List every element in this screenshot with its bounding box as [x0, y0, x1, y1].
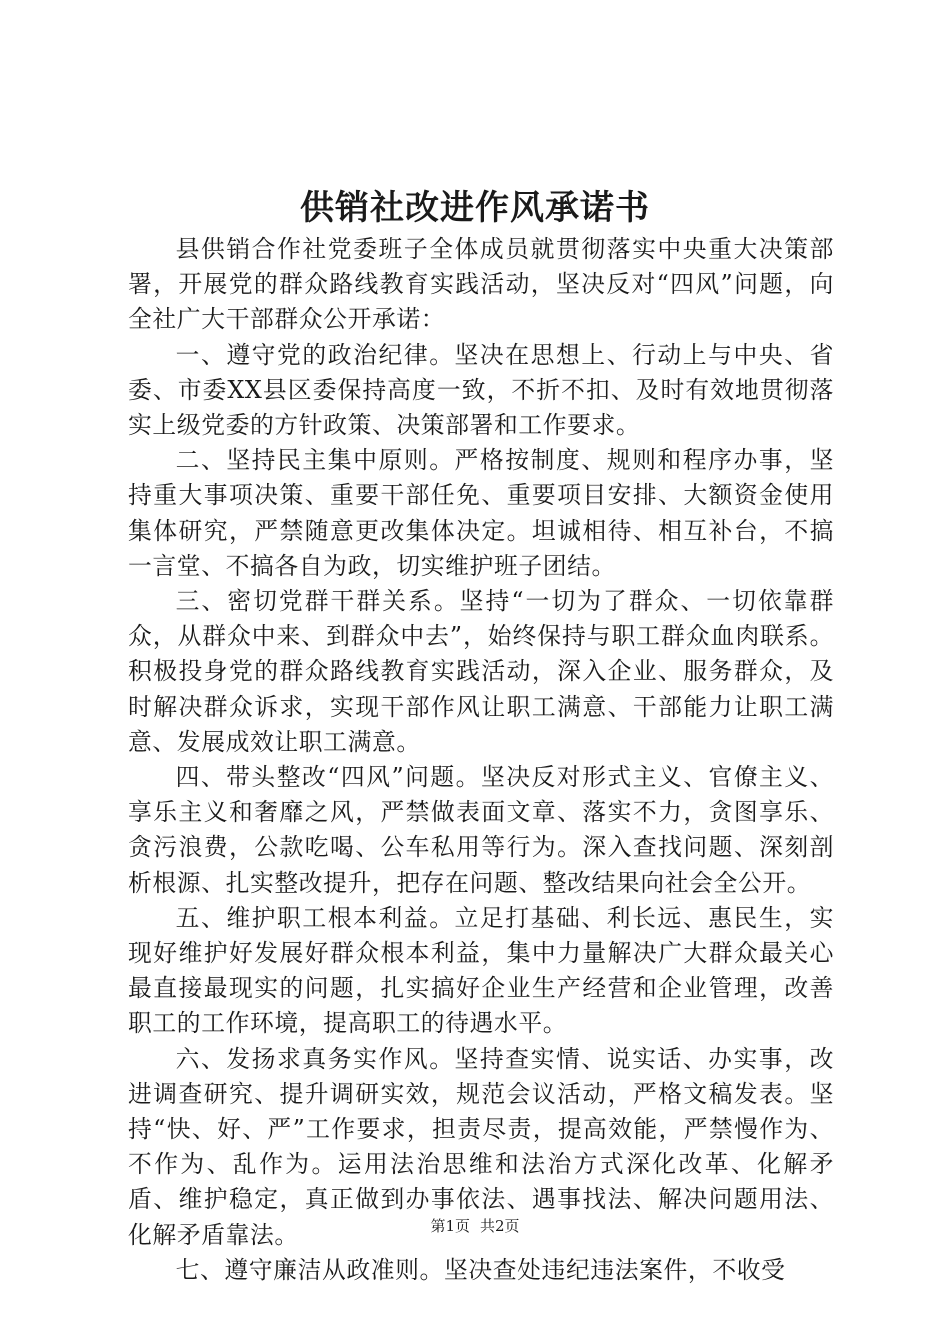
page-total: 共2页 — [480, 1217, 520, 1235]
paragraph-4: 四、带头整改“四风”问题。坚决反对形式主义、官僚主义、享乐主义和奢靡之风，严禁做表面文章、落实不力，贪图享乐、贪污浪费，公款吃喝、公车私用等行为。深入查找问题、深刻剖析根源、扎实整改提升，把存在问题、整改结果向社会全公开。 — [128, 763, 834, 897]
paragraph-1: 一、遵守党的政治纪律。坚决在思想上、行动上与中央、省委、市委XX县区委保持高度一致，不折不扣、及时有效地贯彻落实上级党委的方针政策、决策部署和工作要求。 — [128, 340, 834, 440]
page-number: 第1页 — [430, 1217, 470, 1235]
paragraph-6: 六、发扬求真务实作风。坚持查实情、说实话、办实事，改进调查研究、提升调研实效，规范会议活动，严格文稿发表。坚持“快、好、严”工作要求，担责尽责，提高效能，严禁慢作为、不作为、乱作为。运用法治思维和法治方式深化改革、化解矛盾、维护稳定，真正做到办事依法、遇事找法、解决问题用法、化解矛盾靠法。 — [128, 1044, 834, 1249]
paragraph-intro: 县供销合作社党委班子全体成员就贯彻落实中央重大决策部署，开展党的群众路线教育实践活动，坚决反对“四风”问题，向全社广大干部群众公开承诺： — [128, 235, 834, 334]
paragraph-7: 七、遵守廉洁从政准则。坚决查处违纪违法案件，不收受 — [175, 1255, 786, 1284]
page-footer — [0, 1216, 950, 1236]
document-body — [128, 232, 834, 1288]
paragraph-2: 二、坚持民主集中原则。严格按制度、规则和程序办事，坚持重大事项决策、重要干部任免、重要项目安排、大额资金使用集体研究，严禁随意更改集体决定。坦诚相待、相互补台，不搞一言堂、不搞各自为政，切实维护班子团结。 — [128, 446, 834, 580]
document-title: 供销社改进作风承诺书 — [300, 188, 650, 228]
paragraph-3: 三、密切党群干群关系。坚持“一切为了群众、一切依靠群众，从群众中来、到群众中去”，始终保持与职工群众血肉联系。积极投身党的群众路线教育实践活动，深入企业、服务群众，及时解决群众诉求，实现干部作风让职工满意、干部能力让职工满意、发展成效让职工满意。 — [128, 587, 834, 756]
paragraph-5: 五、维护职工根本利益。立足打基础、利长远、惠民生，实现好维护好发展好群众根本利益，集中力量解决广大群众最关心最直接最现实的问题，扎实搞好企业生产经营和企业管理，改善职工的工作环境，提高职工的待遇水平。 — [128, 903, 834, 1038]
